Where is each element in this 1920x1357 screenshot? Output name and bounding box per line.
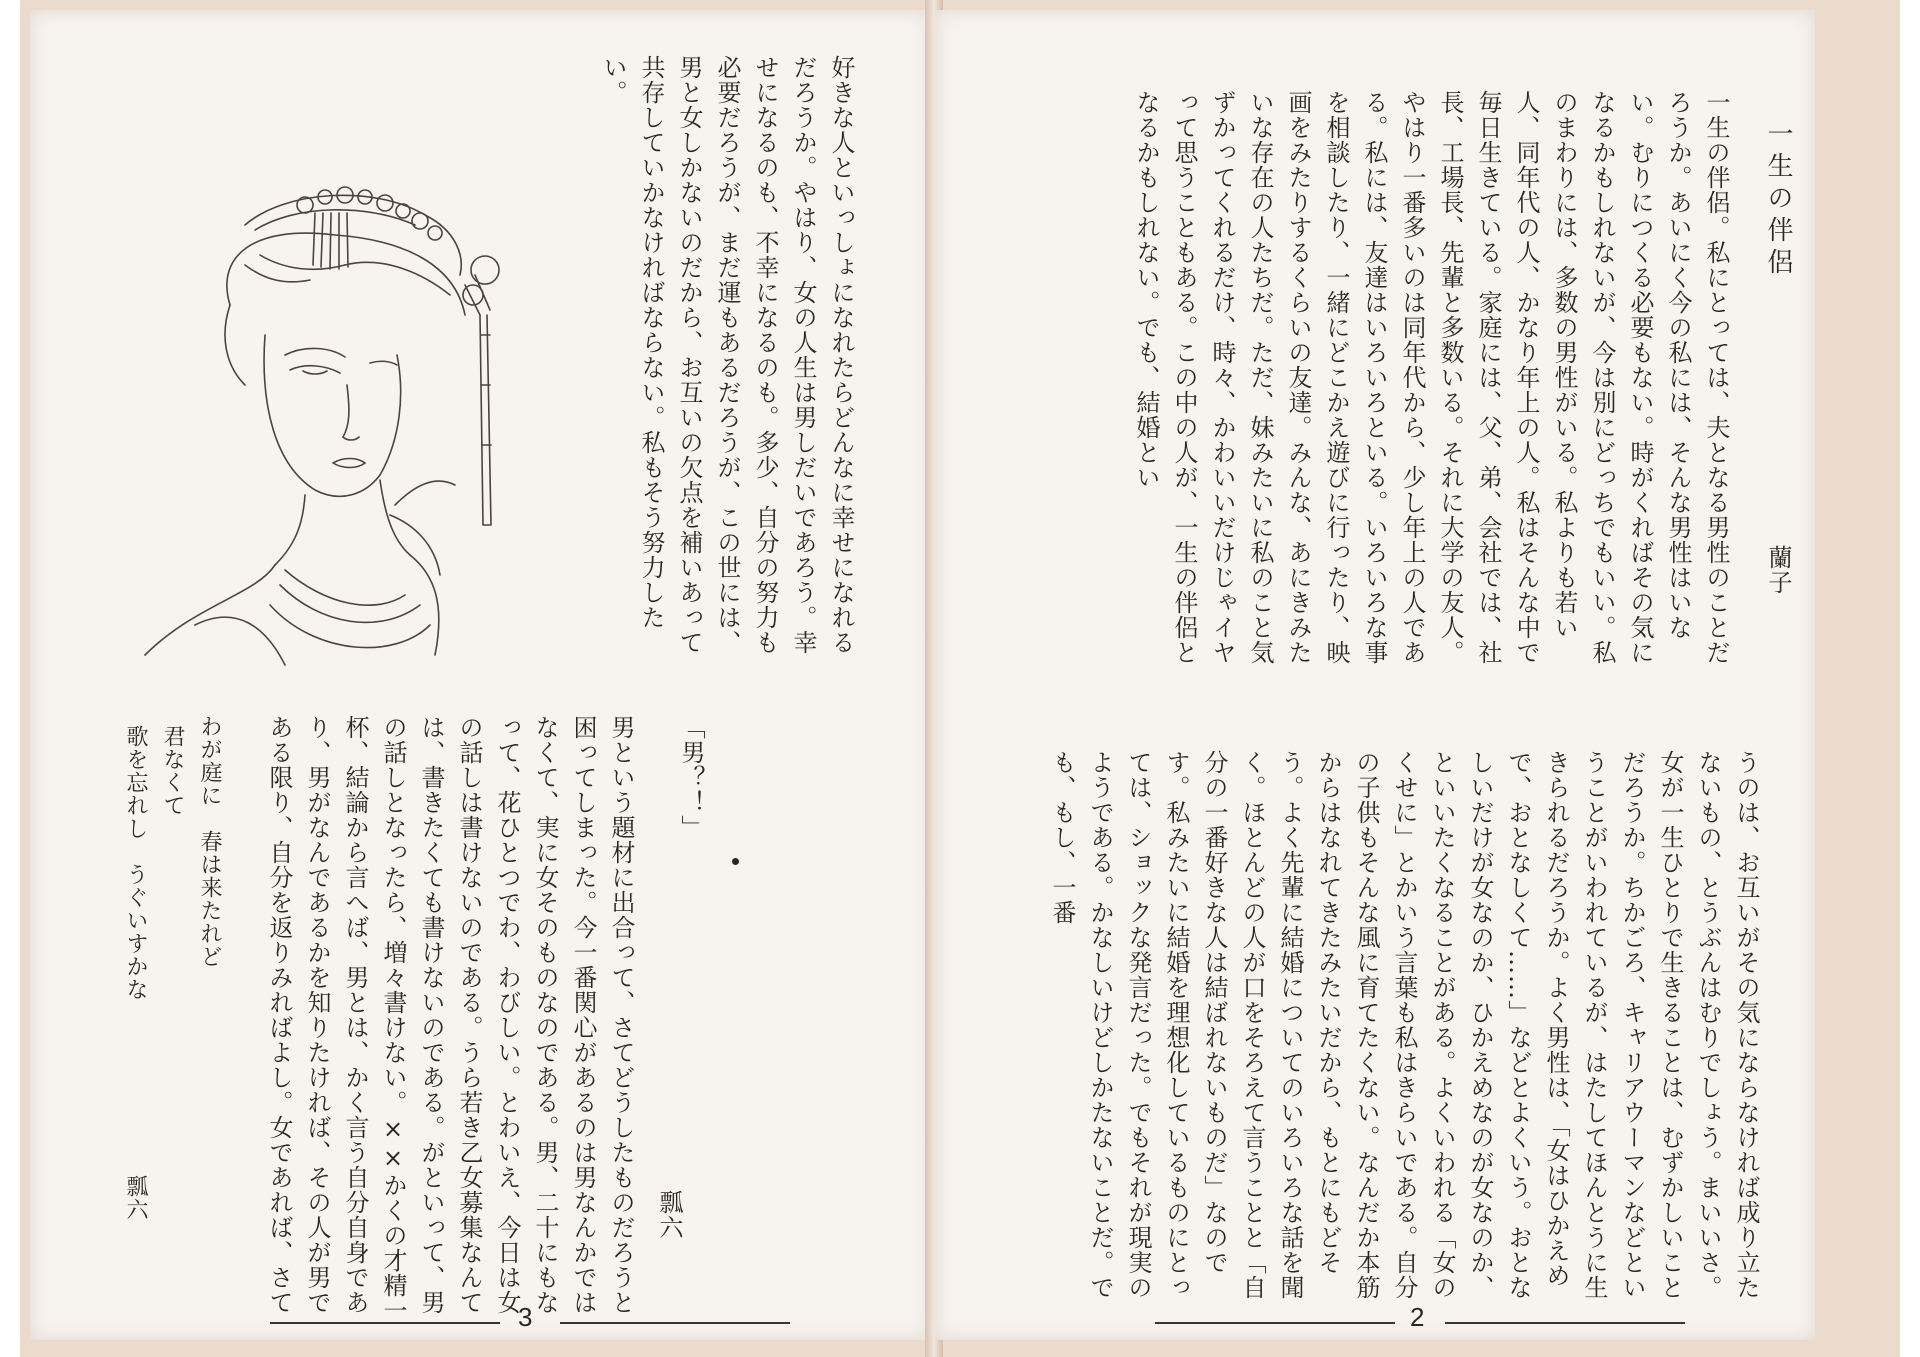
footer-rule-right-b xyxy=(1445,1322,1685,1324)
page-number-left: 3 xyxy=(518,1302,533,1332)
footer-rule-right-a xyxy=(1155,1322,1395,1324)
geisha-illustration xyxy=(135,185,575,675)
left-page xyxy=(30,10,930,1340)
poem-line-3: 歌を忘れし うぐいすかな xyxy=(123,725,148,1001)
section-title-otoko: 「男？！」 xyxy=(677,715,705,840)
right-page xyxy=(935,10,1815,1340)
essay-top-left: 好きな人といっしょになれたらどんなに幸せになれるだろうか。やはり、女の人生は男しだいであろう。幸せになるのも、不幸になるのも。多少、自分の努力も必要だろうが、まだ運もあるだろうが、この世には、男と女しかないのだから、お互いの欠点を補いあって共存していかなければならない。私もそう努力したい。 xyxy=(599,55,855,655)
essay-title: 一生の伴侶 xyxy=(1763,120,1793,280)
poem-line-1: わが庭に 春は来たれど xyxy=(197,715,222,968)
ink-dot xyxy=(732,858,739,865)
book-spread xyxy=(20,0,1900,1357)
footer-rule-left-b xyxy=(560,1322,790,1324)
essay-bottom-left: 男という題材に出合って、さてどうしたものだろうと困ってしまった。今一番関心があるのは男なんかではなくて、実に女そのものなのである。男、二十にもなって、花ひとつでわ、わびしい。とわいえ、今日は女の話しは書けないのである。うら若き乙女募集なんては、書きたくても書けないのである。がといって、男の話しとなったら、増々書けない。××かくの才精一杯、結論から言へば、男とは、かく言う自分自身であり、男がなんであるかを知りたければ、その人が男である限り、自分を返りみればよし。女であれば、さて xyxy=(265,715,635,1323)
poem-author: 瓢六 xyxy=(123,1175,148,1221)
footer-rule-left-a xyxy=(270,1322,500,1324)
page-number-right: 2 xyxy=(1410,1302,1425,1332)
essay-author: 蘭子 xyxy=(1764,545,1792,595)
poem-line-2: 君なくて xyxy=(160,725,185,817)
essay-top-right: 一生の伴侶。私にとっては、夫となる男性のことだろうか。あいにく今の私には、そんな男性はいない。むりにつくる必要もない。時がくればその気になるかもしれないが、今は別にどっちでもいい。私のまわりには、多数の男性がいる。私よりも若い人、同年代の人、かなり年上の人。私はそんな中で毎日生きている。家庭には、父、弟、会社では、社長、工場長、先輩と多数いる。それに大学の友人。やはり一番多いのは同年代から、少し年上の人である。私には、友達はいろいろといる。いろいろな事を相談したり、一緒にどこかえ遊びに行ったり、映画をみたりするくらいの友達。みんな、あにきみたいな存在の人たちだ。ただ、妹みたいに私のこと気ずかってくれるだけ、時々、かわいいだけじゃイヤって思うこともある。この中の人が、一生の伴侶となるかもしれない。でも、結婚とい xyxy=(1132,90,1730,665)
author-hyoroku-bottom: 瓢六 xyxy=(655,1190,683,1240)
essay-bottom-right: うのは、お互いがその気にならなければ成り立たないもの、とうぶんはむりでしょう。まいいさ。女が一生ひとりで生きることは、むずかしいことだろうか。ちかごろ、キャリアウーマンなどということがいわれているが、はたしてほんとうに生きられるだろうか。よく男性は、「女はひかえめで、おとなしくて……」などとよくいう。おとなしいだけが女なのか、ひかえめなのが女なのか、といいたくなることがある。よくいわれる「女のくせに」とかいう言葉も私はきらいである。自分の子供もそんな風に育てたくない。なんだか本筋からはなれてきたみたいだから、もとにもどそう。よく先輩に結婚についてのいろいろな話を聞く。ほとんどの人が口をそろえて言うことと「自分の一番好きな人は結ばれないものだ」なのです。私みたいに結婚を理想化しているものにとっては、ショックな発言だった。でもそれが現実のようである。かなしいけどしかたないことだ。でも、もし、一番 xyxy=(1048,750,1760,1300)
